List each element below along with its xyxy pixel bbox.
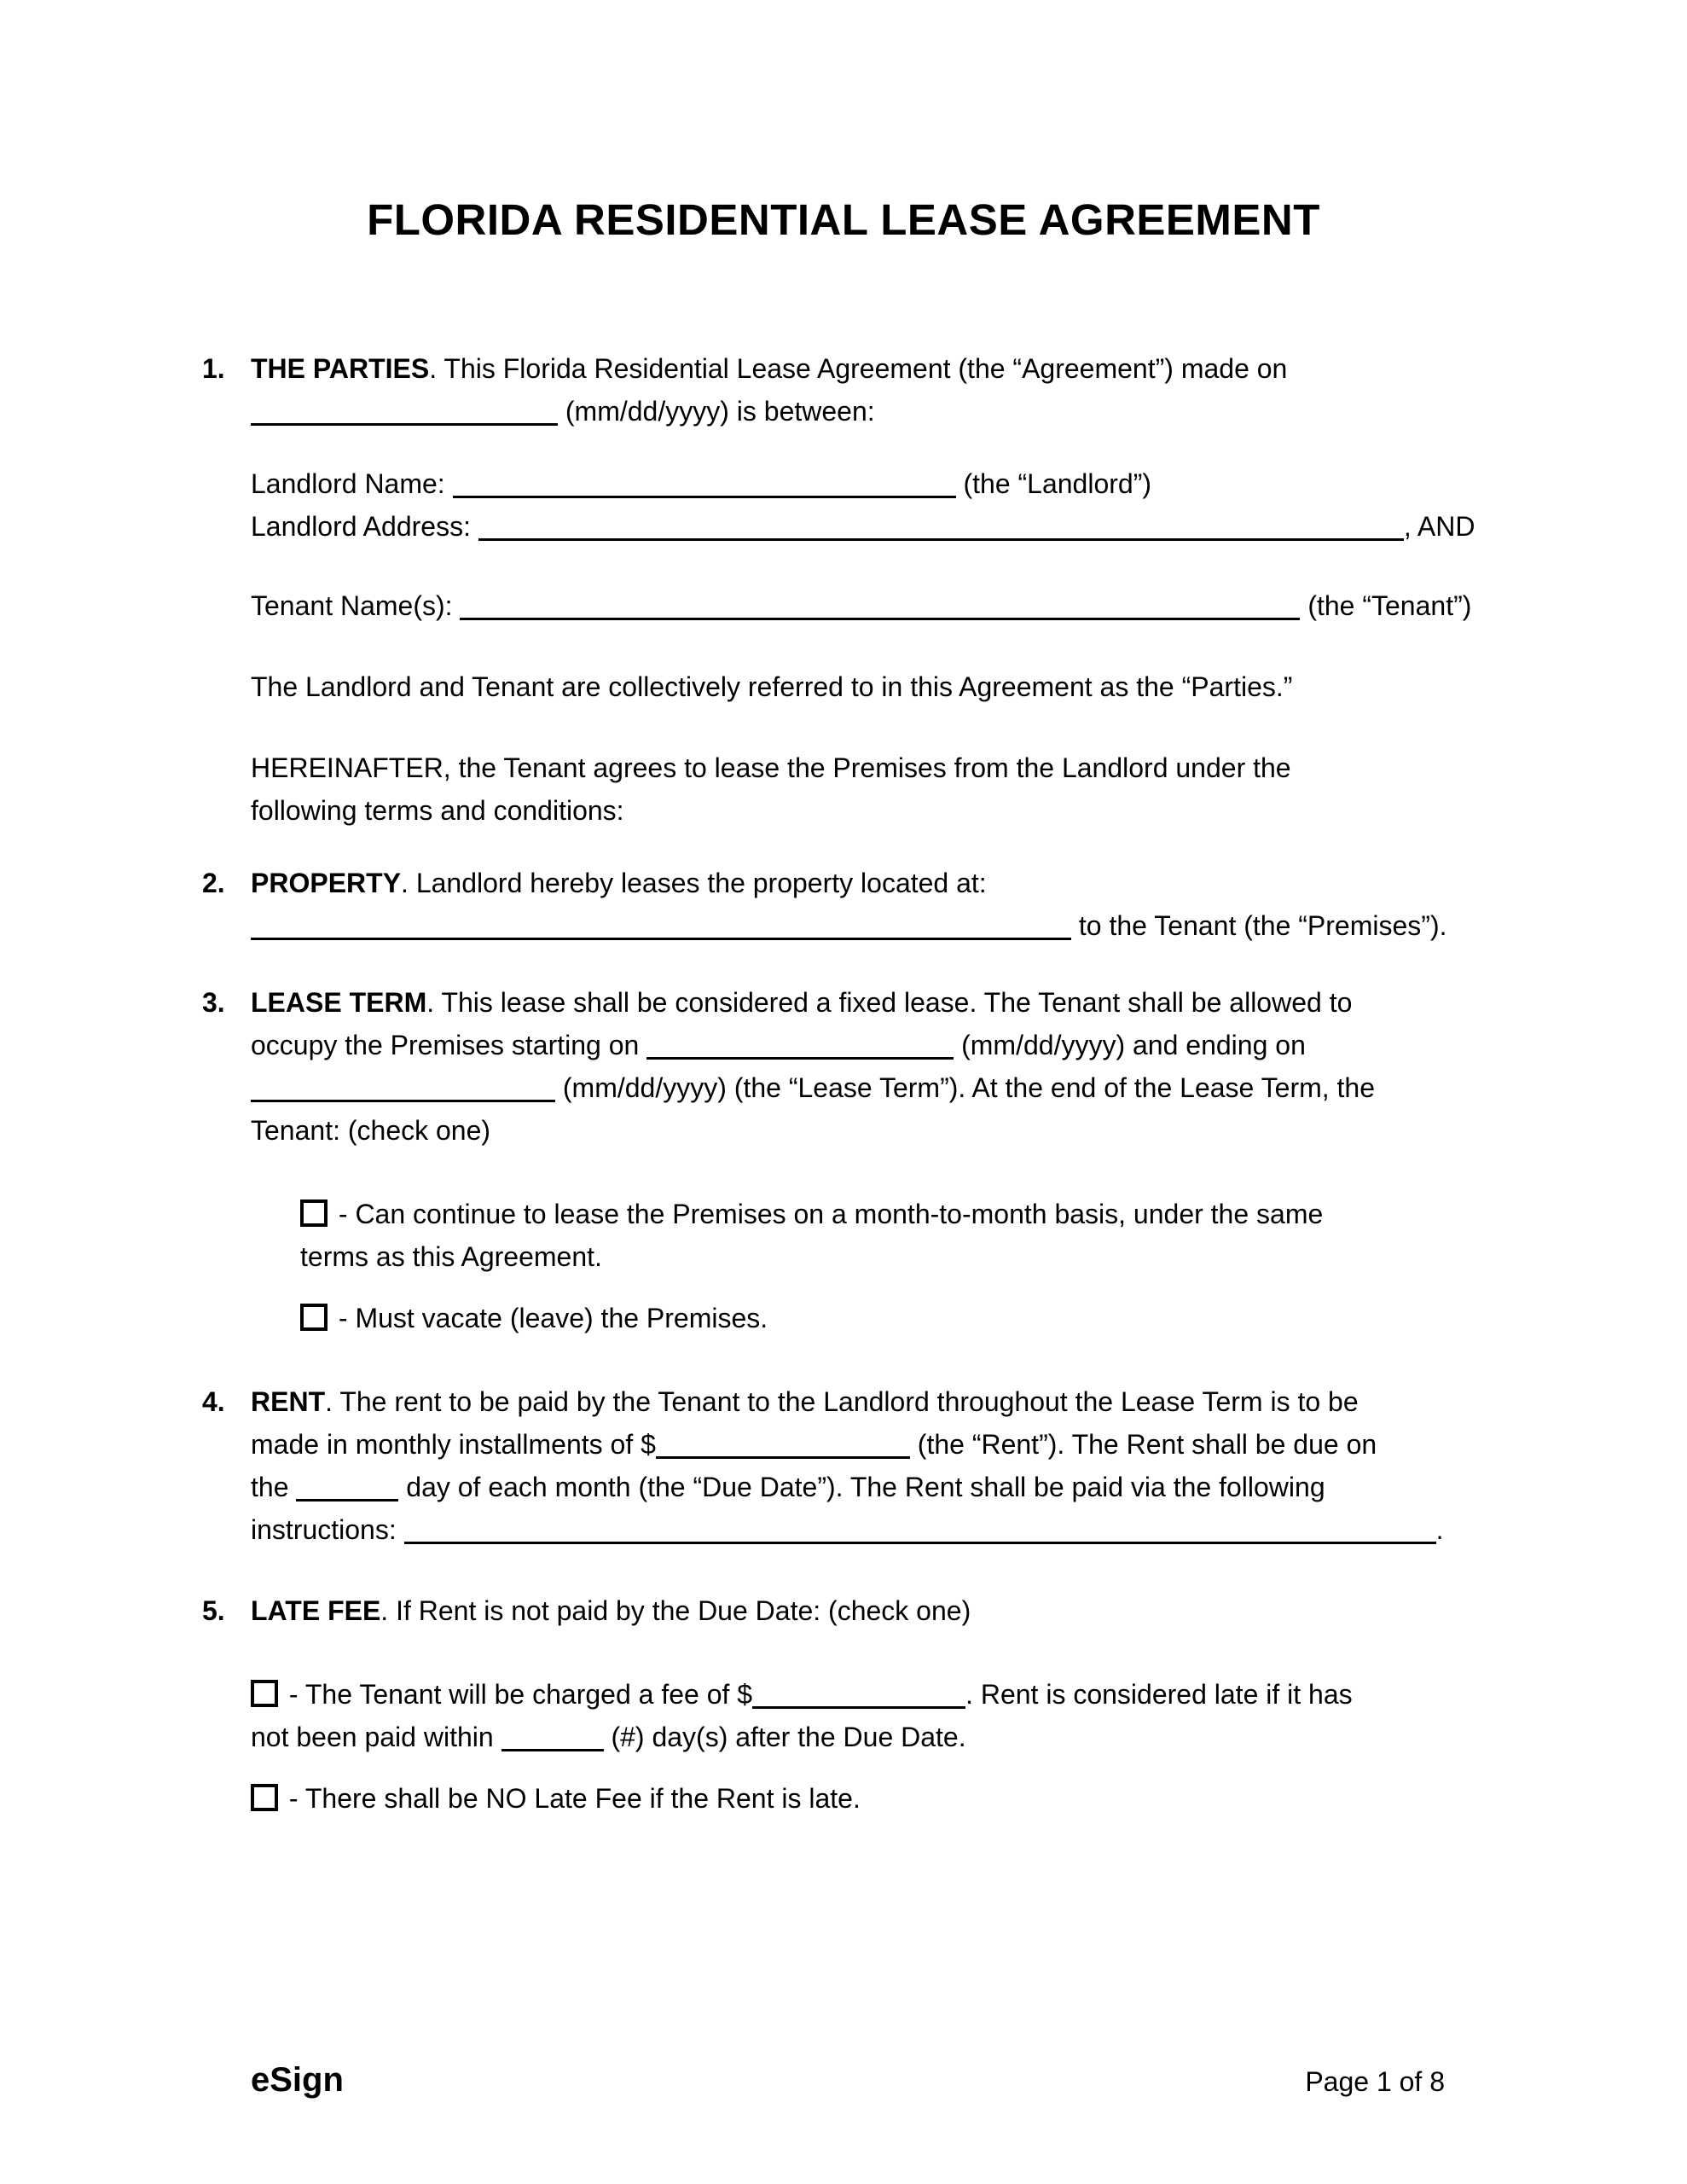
landlord-address-label: Landlord Address:: [251, 511, 471, 542]
hereinafter-clause: [251, 746, 1501, 832]
clause-text: to the Tenant (the “Premises”).: [1078, 910, 1447, 941]
section-heading: THE PARTIES: [251, 353, 430, 384]
option-text: - Must vacate (leave) the Premises.: [338, 1303, 768, 1333]
section-number: 2.: [202, 868, 225, 898]
late-fee-option-charged: [251, 1673, 1501, 1758]
option-text: - There shall be NO Late Fee if the Rent is late.: [288, 1783, 861, 1814]
page-footer: [251, 2059, 1445, 2103]
landlord-name-suffix: (the “Landlord”): [963, 468, 1152, 499]
document-body: [202, 246, 1501, 1820]
clause-text: . This Florida Residential Lease Agreement (the “Agreement”) made on: [429, 353, 1288, 384]
section-heading: RENT: [251, 1386, 326, 1417]
clause-text: . This lease shall be considered a fixed lease. The Tenant shall be allowed to: [426, 987, 1353, 1018]
clause-late-fee: [251, 1589, 1501, 1632]
clause-lease-term: [251, 981, 1501, 1152]
tenant-names-blank[interactable]: [460, 618, 1300, 620]
clause-text: (mm/dd/yyyy) and ending on: [961, 1030, 1306, 1060]
rent-due-day-blank[interactable]: [296, 1499, 398, 1502]
clause-parties-intro: [251, 347, 1501, 433]
clause-text: .: [1435, 1514, 1444, 1545]
clause-rent: [251, 1380, 1501, 1551]
document-title: FLORIDA RESIDENTIAL LEASE AGREEMENT: [367, 195, 1320, 244]
clause-text: . If Rent is not paid by the Due Date: (check one): [380, 1595, 971, 1626]
clause-text: the: [251, 1472, 289, 1502]
lease-end-date-blank[interactable]: [251, 1100, 555, 1102]
clause-text: occupy the Premises starting on: [251, 1030, 640, 1060]
tenant-names-suffix: (the “Tenant”): [1307, 590, 1472, 621]
continue-month-to-month-checkbox[interactable]: [300, 1199, 328, 1227]
clause-text: instructions:: [251, 1514, 397, 1545]
late-fee-charged-checkbox[interactable]: [251, 1680, 278, 1707]
late-fee-option-none: [251, 1777, 1501, 1820]
clause-text: following terms and conditions:: [251, 795, 624, 826]
page-number: Page 1 of 8: [1305, 2066, 1445, 2097]
section-property: [202, 862, 1501, 947]
landlord-address-blank[interactable]: [478, 538, 1404, 541]
section-late-fee: [202, 1589, 1501, 1820]
clause-text: Tenant: (check one): [251, 1115, 491, 1146]
late-fee-amount-blank[interactable]: [752, 1706, 965, 1709]
no-late-fee-checkbox[interactable]: [251, 1784, 278, 1811]
clause-text: made in monthly installments of $: [251, 1429, 656, 1460]
payment-instructions-blank[interactable]: [404, 1542, 1436, 1544]
option-text: . Rent is considered late if it has: [965, 1679, 1353, 1710]
parties-definition: The Landlord and Tenant are collectively referred to in this Agreement as the “Parties.”: [251, 671, 1293, 702]
section-number: 1.: [202, 353, 225, 384]
section-rent: [202, 1380, 1501, 1551]
option-text: terms as this Agreement.: [300, 1241, 602, 1272]
section-the-parties: [202, 347, 1501, 832]
clause-text: day of each month (the “Due Date”). The Rent shall be paid via the following: [406, 1472, 1325, 1502]
section-number: 5.: [202, 1595, 225, 1626]
clause-text: (the “Rent”). The Rent shall be due on: [917, 1429, 1377, 1460]
clause-text: (mm/dd/yyyy) (the “Lease Term”). At the end of the Lease Term, the: [562, 1072, 1376, 1103]
late-fee-days-blank[interactable]: [501, 1749, 604, 1751]
section-heading: PROPERTY: [251, 868, 402, 898]
section-heading: LATE FEE: [251, 1595, 381, 1626]
section-heading: LEASE TERM: [251, 987, 427, 1018]
clause-text: . The rent to be paid by the Tenant to the Landlord throughout the Lease Term is to be: [325, 1386, 1359, 1417]
property-address-blank[interactable]: [251, 938, 1071, 940]
rent-amount-blank[interactable]: [656, 1456, 910, 1459]
agreement-date-blank[interactable]: [251, 423, 558, 426]
section-lease-term: [202, 981, 1501, 1339]
must-vacate-checkbox[interactable]: [300, 1304, 328, 1331]
tenant-names-label: Tenant Name(s):: [251, 590, 453, 621]
option-text: - The Tenant will be charged a fee of $: [288, 1679, 753, 1710]
lease-start-date-blank[interactable]: [646, 1057, 954, 1060]
clause-text: . Landlord hereby leases the property located at:: [401, 868, 987, 898]
option-text: not been paid within: [251, 1722, 494, 1752]
landlord-lines: [251, 462, 1501, 548]
landlord-name-label: Landlord Name:: [251, 468, 445, 499]
lease-term-option-continue: [300, 1193, 1501, 1278]
section-number: 3.: [202, 987, 225, 1018]
option-text: (#) day(s) after the Due Date.: [611, 1722, 966, 1752]
lease-term-option-vacate: [300, 1297, 1501, 1339]
landlord-name-blank[interactable]: [453, 496, 956, 498]
clause-text: HEREINAFTER, the Tenant agrees to lease the Premises from the Landlord under the: [251, 752, 1291, 783]
esign-logo: eSign: [251, 2061, 344, 2099]
section-number: 4.: [202, 1386, 225, 1417]
clause-property: [251, 862, 1501, 947]
landlord-address-suffix: , AND: [1403, 511, 1475, 542]
clause-text: (mm/dd/yyyy) is between:: [565, 396, 875, 427]
option-text: - Can continue to lease the Premises on a month-to-month basis, under the same: [338, 1199, 1324, 1229]
tenant-line: [251, 584, 1501, 627]
